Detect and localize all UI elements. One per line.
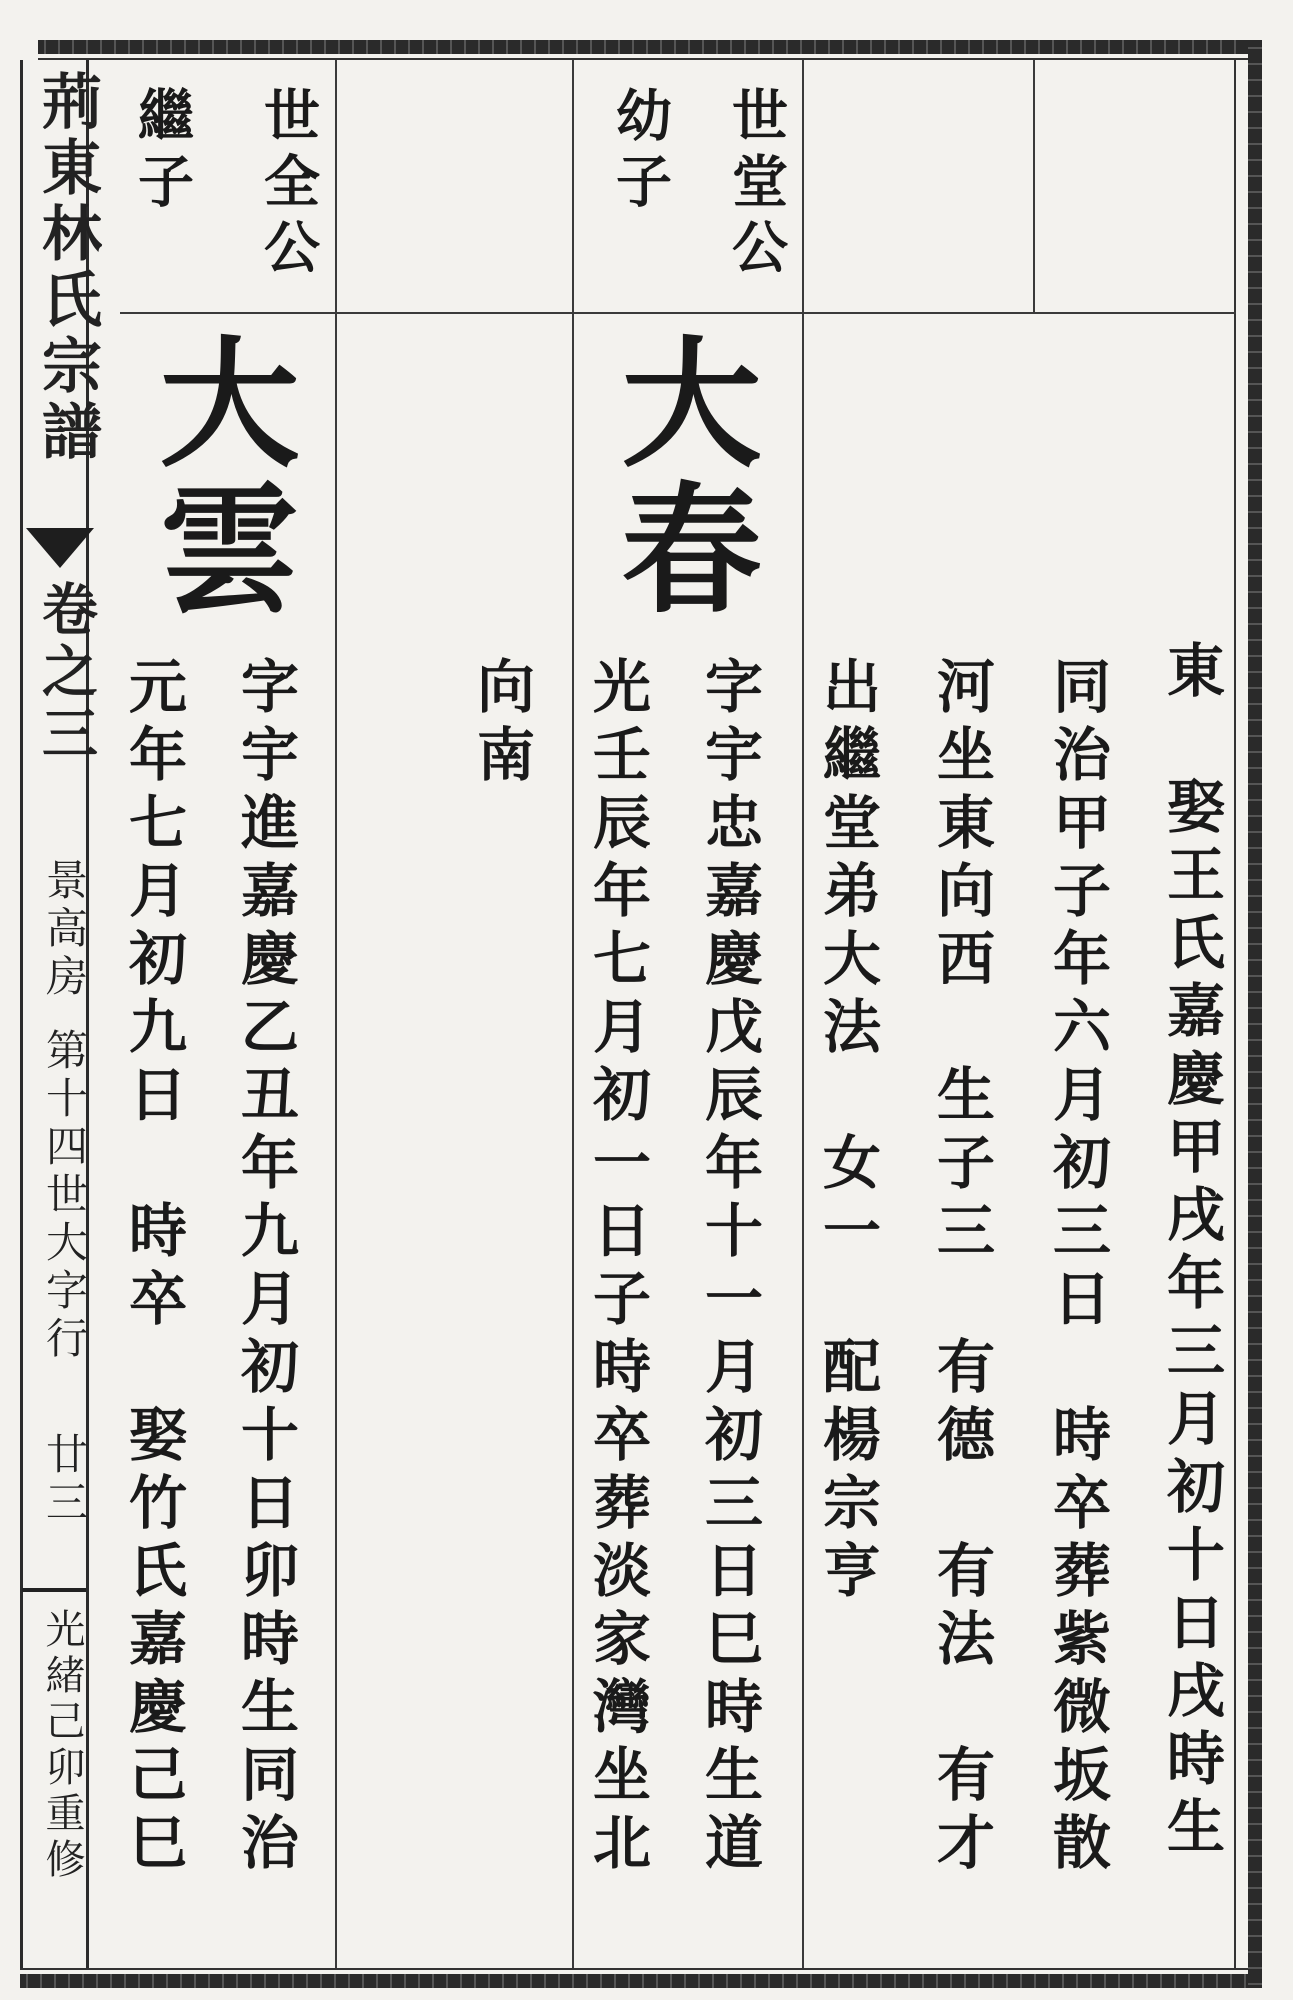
spine-page-number: 廿三	[40, 1432, 89, 1528]
entry-text-column: 東 娶王氏嘉慶甲戌年三月初十日戌時生	[1157, 640, 1225, 1864]
entry-text-column: 向南	[467, 656, 535, 792]
right-border-inner	[1234, 60, 1236, 1968]
spine-divider	[22, 1588, 86, 1592]
entry-text-column: 河坐東向西 生子三 有德 有法 有才	[927, 656, 995, 1880]
column-rule	[1033, 60, 1035, 312]
column-rule	[572, 60, 574, 1968]
spine-branch: 景高房	[40, 858, 89, 1002]
spine-edition: 光緒己卯重修	[39, 1608, 85, 1884]
person-name-char: 大	[598, 330, 762, 476]
entry-text-column: 光壬辰年七月初一日子時卒葬淡家灣坐北	[583, 656, 651, 1880]
person-name-char: 大	[136, 330, 300, 476]
header-row-rule	[120, 312, 1236, 314]
entry-text-column: 出繼堂弟大法 女一 配楊宗亨	[813, 656, 881, 1608]
entry-text-column: 元年七月初九日 時卒 娶竹氏嘉慶己巳	[119, 656, 187, 1880]
fishtail-mark	[26, 528, 94, 568]
column-rule	[802, 60, 804, 1968]
top-border-inner	[38, 58, 1260, 60]
person-name-char: 春	[598, 476, 762, 622]
top-border	[38, 40, 1260, 54]
father-name: 世堂公	[723, 86, 789, 284]
father-name: 世全公	[255, 86, 321, 284]
entry-text-column: 同治甲子年六月初三日 時卒葬紫微坂散	[1043, 656, 1111, 1880]
father-relation: 繼子	[129, 86, 195, 218]
spine-title: 荊東林氏宗譜	[32, 70, 102, 466]
right-border	[1248, 40, 1262, 1988]
spine-left-rule	[20, 60, 23, 1968]
column-rule	[335, 60, 337, 1968]
entry-text-column: 字宇進嘉慶乙丑年九月初十日卯時生同治	[231, 656, 299, 1880]
spine-volume: 卷之三	[33, 580, 99, 766]
spine-generation: 第十四世大字行	[40, 1028, 89, 1364]
person-name	[598, 330, 762, 622]
person-name-char: 雲	[136, 476, 300, 622]
entry-text-column: 字宇忠嘉慶戊辰年十一月初三日巳時生道	[695, 656, 763, 1880]
person-name	[136, 330, 300, 622]
father-relation: 幼子	[607, 86, 673, 218]
bottom-border-inner	[20, 1968, 1260, 1970]
bottom-border	[20, 1974, 1260, 1988]
